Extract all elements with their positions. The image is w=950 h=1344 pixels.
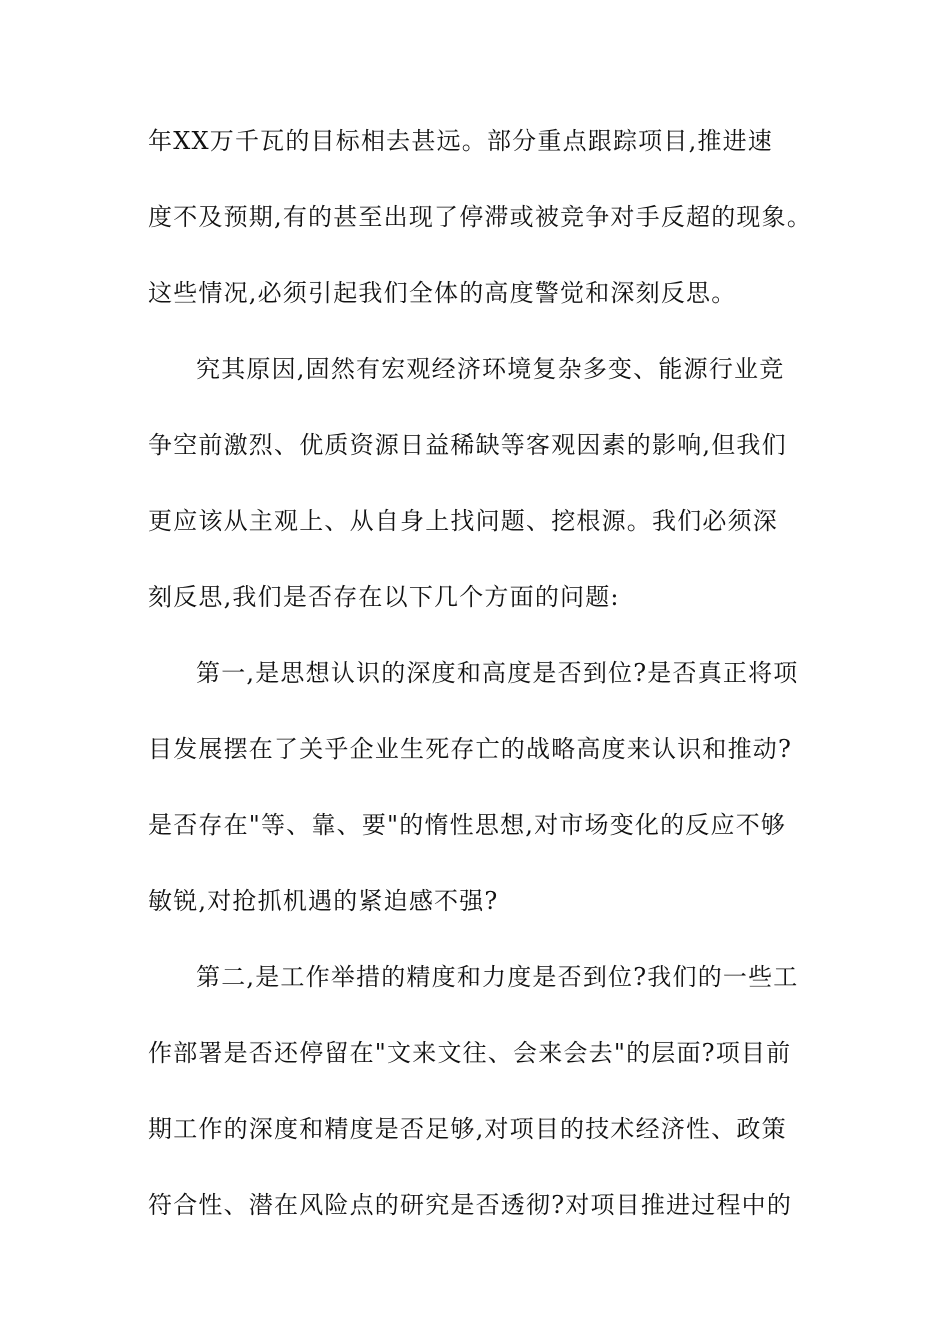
text-line: 第一,是思想认识的深度和高度是否到位?是否真正将项	[196, 659, 799, 687]
text-line: 是否存在"等、靠、要"的惰性思想,对市场变化的反应不够	[148, 811, 787, 839]
text-line: 目发展摆在了关乎企业生死存亡的战略高度来认识和推动?	[148, 735, 793, 763]
text-line: 争空前激烈、优质资源日益稀缺等客观因素的影响,但我们	[148, 431, 787, 459]
text-line: 年XX万千瓦的目标相去甚远。部分重点跟踪项目,推进速	[148, 127, 773, 155]
text-line: 符合性、潜在风险点的研究是否透彻?对项目推进过程中的	[148, 1191, 793, 1219]
text-line: 期工作的深度和精度是否足够,对项目的技术经济性、政策	[148, 1115, 787, 1143]
text-line: 这些情况,必须引起我们全体的高度警觉和深刻反思。	[148, 279, 737, 307]
text-line: 度不及预期,有的甚至出现了停滞或被竞争对手反超的现象。	[148, 203, 813, 231]
text-line: 刻反思,我们是否存在以下几个方面的问题:	[148, 583, 620, 611]
text-line: 更应该从主观上、从自身上找问题、挖根源。我们必须深	[148, 507, 778, 535]
text-line: 作部署是否还停留在"文来文往、会来会去"的层面?项目前	[148, 1039, 792, 1067]
text-line: 究其原因,固然有宏观经济环境复杂多变、能源行业竞	[196, 355, 785, 383]
text-line: 敏锐,对抢抓机遇的紧迫感不强?	[148, 887, 499, 915]
text-line: 第二,是工作举措的精度和力度是否到位?我们的一些工	[196, 963, 799, 991]
